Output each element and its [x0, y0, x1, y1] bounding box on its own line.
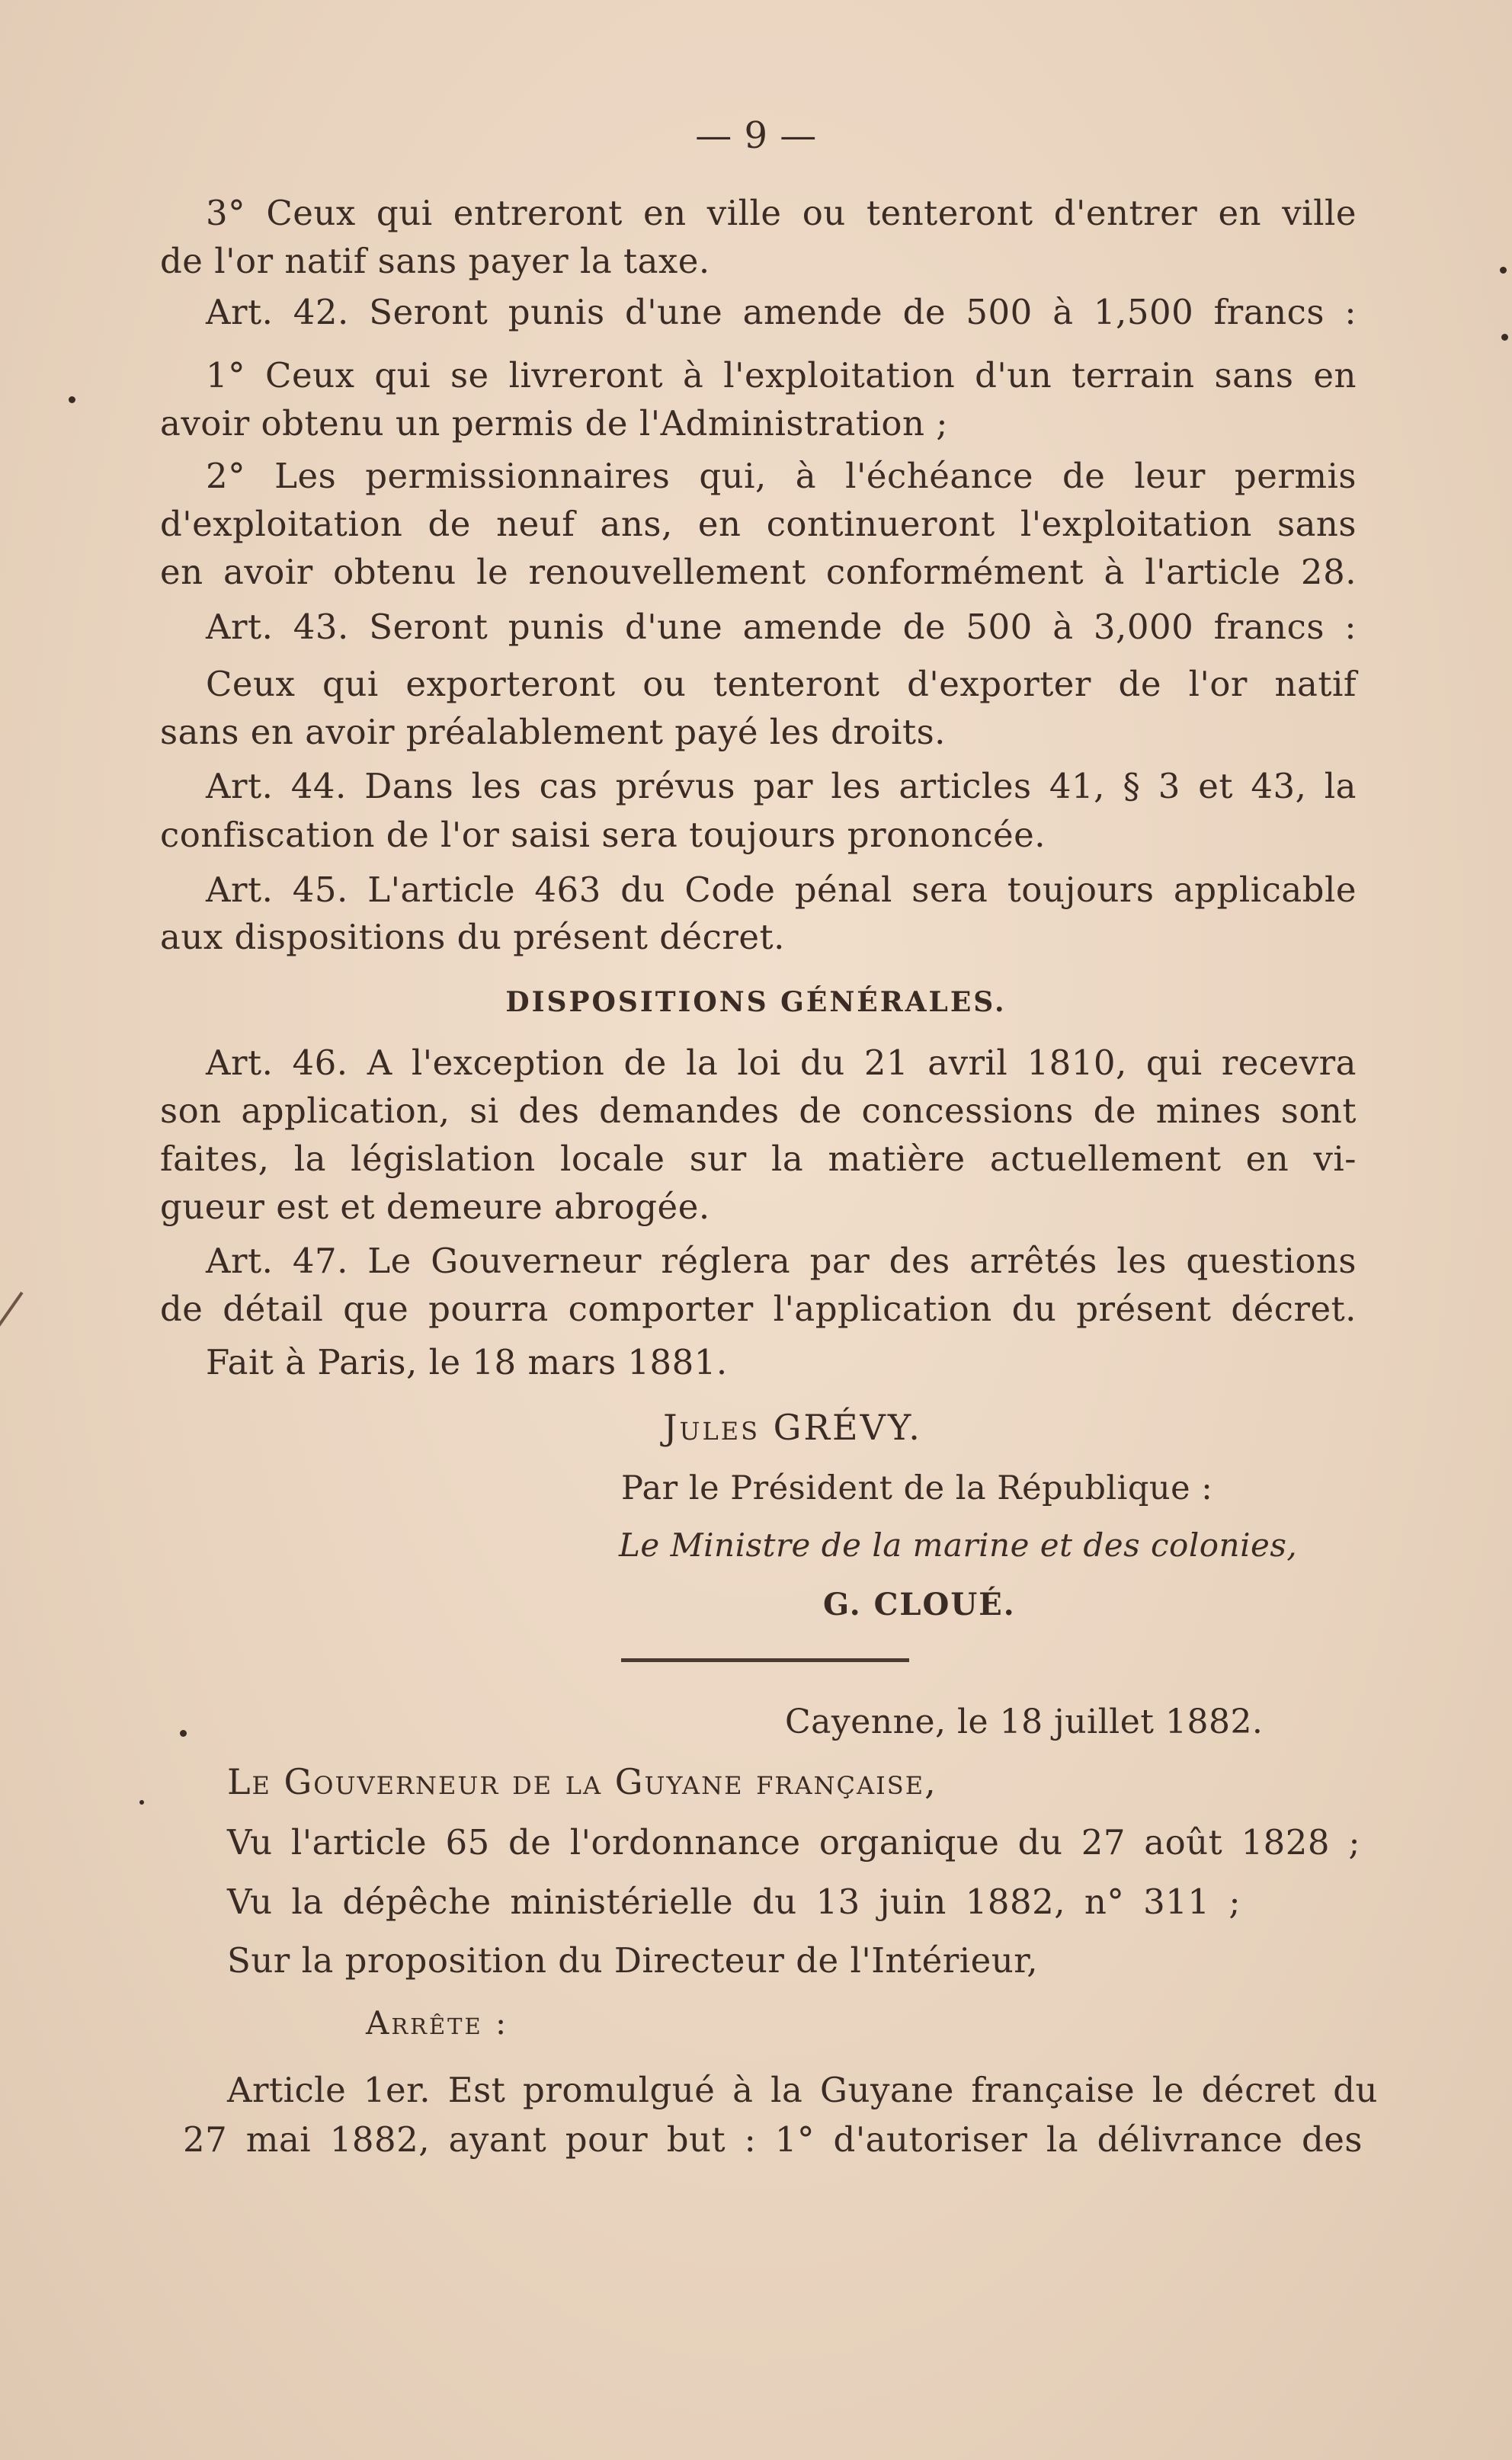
text-line: Ceux qui exporteront ou tenteront d'exporter de l'or natif: [206, 664, 1357, 704]
article-44-line: Art. 44. Dans les cas prévus par les articles 41, § 3 et 43, la: [206, 766, 1357, 806]
text-line: 1° Ceux qui se livreront à l'exploitation d'un terrain sans en: [206, 355, 1357, 396]
article-47-line: Art. 47. Le Gouverneur réglera par des arrêtés les questions: [206, 1241, 1357, 1281]
text-line: de l'or natif sans payer la taxe.: [160, 241, 710, 281]
text-line: 27 mai 1882, ayant pour but : 1° d'autoriser la délivrance des: [183, 2119, 1363, 2160]
text-line: son application, si des demandes de concessions de mines sont: [160, 1091, 1357, 1131]
text-line: gueur est et demeure abrogée.: [160, 1187, 710, 1227]
margin-pencil-mark: [0, 1292, 24, 1334]
text-line: aux dispositions du présent décret.: [160, 917, 785, 957]
text-line: confiscation de l'or saisi sera toujours prononcée.: [160, 815, 1046, 855]
page-number: — 9 —: [695, 114, 817, 157]
text-line: d'exploitation de neuf ans, en continueront l'exploitation sans: [160, 504, 1357, 544]
minister-name: G. CLOUÉ.: [823, 1587, 1016, 1622]
article-46-line: Art. 46. A l'exception de la loi du 21 avril 1810, qui recevra: [206, 1043, 1357, 1083]
text-line: Vu l'article 65 de l'ordonnance organique du 27 août 1828 ;: [227, 1822, 1360, 1863]
cayenne-date: Cayenne, le 18 juillet 1882.: [785, 1702, 1264, 1741]
article-45-line: Art. 45. L'article 463 du Code pénal sera toujours applicable: [206, 870, 1357, 910]
signatory-name: Jules GRÉVY.: [663, 1407, 922, 1448]
text-line: faites, la législation locale sur la matière actuellement en vi-: [160, 1139, 1357, 1179]
ink-speck: [69, 396, 75, 403]
ink-speck: [139, 1800, 144, 1805]
signing-date: Fait à Paris, le 18 mars 1881.: [206, 1342, 728, 1382]
arrete-heading: Arrête :: [366, 2004, 509, 2042]
text-line: sans en avoir préalablement payé les droits.: [160, 712, 946, 752]
text-line: de détail que pourra comporter l'application du présent décret.: [160, 1289, 1357, 1329]
text-line: Vu la dépêche ministérielle du 13 juin 1882, n° 311 ;: [227, 1882, 1241, 1922]
text-line: 3° Ceux qui entreront en ville ou tenteront d'entrer en ville: [206, 193, 1357, 233]
ink-speck: [180, 1730, 187, 1737]
ink-speck: [1500, 267, 1507, 274]
article-43-line: Art. 43. Seront punis d'une amende de 500 à 3,000 francs :: [206, 607, 1357, 647]
text-line: Sur la proposition du Directeur de l'Intérieur,: [227, 1940, 1039, 1981]
text-line: 2° Les permissionnaires qui, à l'échéance de leur permis: [206, 456, 1357, 496]
minister-line: Le Ministre de la marine et des colonies,: [619, 1526, 1298, 1564]
text-line: en avoir obtenu le renouvellement conformément à l'article 28.: [160, 552, 1357, 592]
article-42-line: Art. 42. Seront punis d'une amende de 500 à 1,500 francs :: [206, 292, 1357, 332]
governor-line: Le Gouverneur de la Guyane française,: [227, 1761, 937, 1802]
separator-rule: [621, 1658, 909, 1662]
article-1-line: Article 1er. Est promulgué à la Guyane française le décret du: [227, 2070, 1378, 2110]
ink-speck: [1501, 334, 1508, 341]
signatory-title: Par le Président de la République :: [621, 1469, 1213, 1507]
text-line: avoir obtenu un permis de l'Administration ;: [160, 403, 948, 444]
section-heading: DISPOSITIONS GÉNÉRALES.: [505, 986, 1007, 1018]
